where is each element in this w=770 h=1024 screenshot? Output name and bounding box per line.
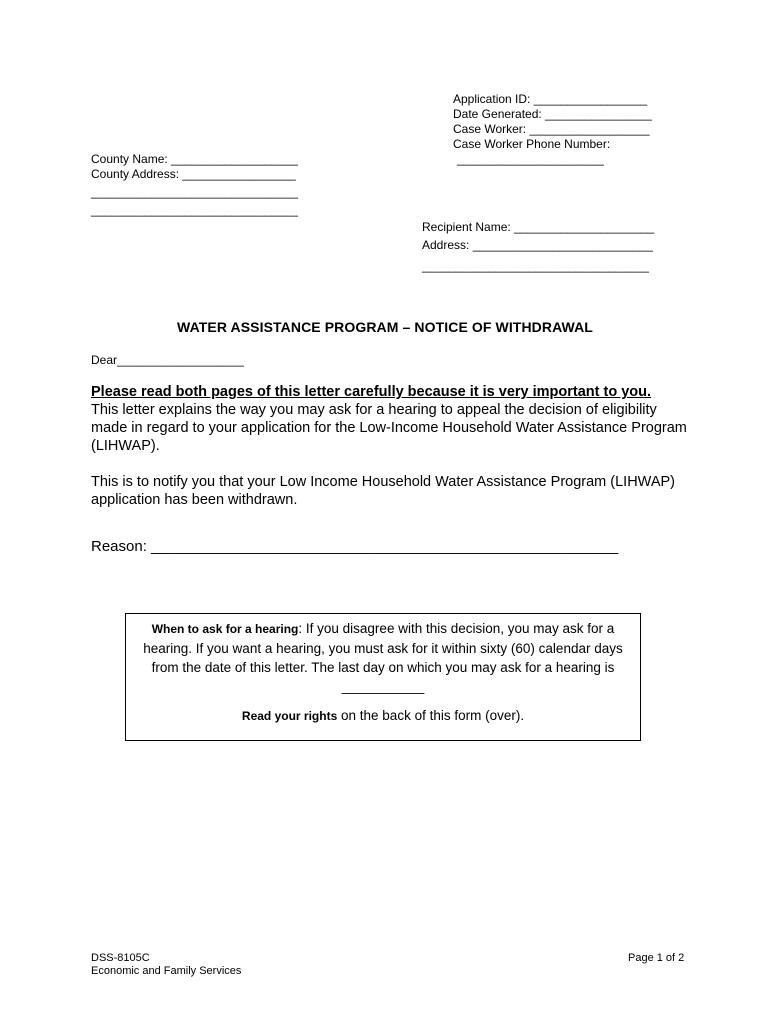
agency-name: Economic and Family Services [91,965,242,977]
hearing-info-box [125,613,641,741]
withdrawal-paragraph: This is to notify you that your Low Income Household Water Assistance Program (LIHWAP) application has been withdrawn. [91,474,675,508]
important-notice: Please read both pages of this letter carefully because it is very important to you. [91,384,652,400]
application-info-block [453,92,652,167]
rights-label: Read your rights [241,709,338,723]
salutation-field[interactable]: Dear___________________ [91,353,244,367]
letter-body [91,383,691,509]
county-name-field[interactable]: County Name: ___________________ [91,152,298,166]
hearing-label: When to ask for a hearing [151,622,299,636]
rights-text: on the back of this form (over). [337,708,525,723]
page-number: Page 1 of 2 [628,952,685,964]
notice-title: WATER ASSISTANCE PROGRAM – NOTICE OF WITHDRAWAL [177,319,593,335]
county-info-block [91,152,298,218]
county-address-line-3[interactable]: _______________________________ [91,203,298,217]
rights-line [126,706,640,726]
hearing-text: : If you disagree with this decision, you may ask for a hearing. If you want a hearing, you must ask for it within sixty (60) calendar days from the date of this letter. The last day on which you may ask for a hearing is [143,621,623,675]
footer-form-info [91,952,241,978]
recipient-address-field[interactable]: Address: ___________________________ [422,238,653,252]
case-worker-phone-field[interactable]: ______________________ [457,152,604,166]
hearing-deadline-field[interactable]: ___________ [341,679,425,694]
form-number: DSS-8105C [91,952,150,964]
county-address-field[interactable]: County Address: _________________ [91,167,296,181]
case-worker-phone-label: Case Worker Phone Number: [453,137,611,151]
explanation-paragraph: This letter explains the way you may ask for a hearing to appeal the decision of eligibility made in regard to your application for the Low-Income Household Water Assistance Program (LIHWAP). [91,402,687,454]
recipient-name-field[interactable]: Recipient Name: _____________________ [422,220,655,234]
county-address-line-2[interactable]: _______________________________ [91,185,298,199]
date-generated-field[interactable]: Date Generated: ________________ [453,107,652,121]
recipient-info-block [422,218,654,275]
application-id-field[interactable]: Application ID: _________________ [453,92,648,106]
recipient-address-line-2[interactable]: __________________________________ [422,259,649,273]
case-worker-field[interactable]: Case Worker: __________________ [453,122,650,136]
reason-field[interactable]: Reason: ________________________________________________________ [91,538,619,555]
hearing-paragraph [126,619,640,696]
